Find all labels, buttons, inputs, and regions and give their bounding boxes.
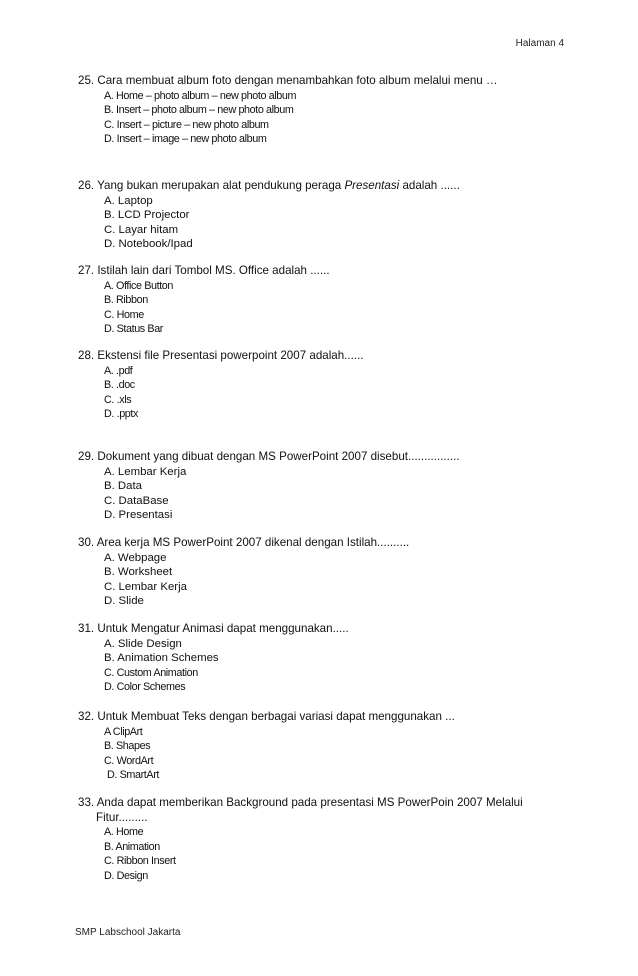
option-c: C. .xls (104, 393, 132, 406)
question-text: 29. Dokument yang dibuat dengan MS PowerPoint 2007 disebut................ (78, 450, 460, 463)
option-a: A. Laptop (104, 194, 153, 207)
option-a: A. Webpage (104, 551, 167, 564)
question-text-emphasis: Presentasi (344, 179, 400, 192)
option-c: C. Ribbon Insert (104, 855, 176, 868)
question-text: 27. Istilah lain dari Tombol MS. Office adalah ...... (78, 264, 330, 277)
option-b: B. Insert – photo album – new photo album (104, 104, 294, 117)
option-list (78, 725, 578, 783)
option-list (78, 279, 578, 337)
option-c: C. Layar hitam (104, 223, 179, 236)
option-a: A. Home (104, 826, 144, 839)
option-list (78, 89, 578, 147)
option-d: D. .pptx (104, 408, 139, 421)
question-text: 31. Untuk Mengatur Animasi dapat menggunakan..... (78, 622, 349, 635)
option-b: B. Animation Schemes (104, 652, 219, 665)
option-list (78, 364, 578, 422)
option-d: D. Presentasi (104, 509, 173, 522)
question-32 (78, 710, 578, 783)
page-number-header: Halaman 4 (515, 38, 564, 49)
option-list (78, 637, 578, 695)
option-d: D. Design (104, 869, 148, 882)
question-text: 33. Anda dapat memberikan Background pada presentasi MS PowerPoin 2007 Melalui (78, 796, 523, 809)
option-c: C. WordArt (104, 754, 154, 767)
option-d: D. Color Schemes (104, 681, 186, 694)
option-c: C. Lembar Kerja (104, 580, 187, 593)
question-25 (78, 74, 578, 147)
question-text-end: adalah ...... (399, 179, 460, 192)
option-c: C. Custom Animation (104, 666, 198, 679)
option-list (78, 825, 578, 883)
option-a: A. Office Button (104, 279, 174, 292)
option-list (78, 194, 578, 252)
question-text-start: 26. Yang bukan merupakan alat pendukung peraga (78, 179, 345, 192)
question-33 (78, 796, 578, 884)
option-a: A. .pdf (104, 364, 133, 377)
option-b: B. Worksheet (104, 566, 173, 579)
question-text-continuation: Fitur......... (96, 810, 148, 824)
option-b: B. Animation (104, 840, 160, 853)
option-c: C. DataBase (104, 494, 169, 507)
question-text (78, 179, 578, 194)
option-c: C. Home (104, 308, 144, 321)
option-d: D. Notebook/Ipad (104, 238, 193, 251)
question-28 (78, 349, 578, 422)
option-list (78, 551, 578, 609)
option-c: C. Insert – picture – new photo album (104, 118, 269, 131)
question-29 (78, 450, 578, 523)
question-30 (78, 536, 578, 609)
question-26 (78, 179, 578, 252)
option-a: A. Slide Design (104, 637, 182, 650)
question-text: 32. Untuk Membuat Teks dengan berbagai variasi dapat menggunakan ... (78, 710, 455, 723)
option-b: B. Ribbon (104, 294, 148, 307)
question-text: 25. Cara membuat album foto dengan menambahkan foto album melalui menu … (78, 74, 498, 87)
question-31 (78, 622, 578, 695)
school-footer: SMP Labschool Jakarta (75, 927, 181, 938)
option-list (78, 465, 578, 523)
option-d: D. Slide (104, 595, 144, 608)
option-b: B. Shapes (104, 740, 151, 753)
option-a: A. Lembar Kerja (104, 465, 187, 478)
option-b: B. LCD Projector (104, 209, 190, 222)
question-27 (78, 264, 578, 337)
option-b: B. Data (104, 480, 142, 493)
question-text: 28. Ekstensi file Presentasi powerpoint 2007 adalah...... (78, 349, 364, 362)
option-a: A. Home – photo album – new photo album (104, 89, 297, 102)
option-d: D. Status Bar (104, 323, 164, 336)
option-d: D. Insert – image – new photo album (104, 133, 267, 146)
option-b: B. .doc (104, 379, 135, 392)
option-d: D. SmartArt (107, 769, 159, 782)
question-text: 30. Area kerja MS PowerPoint 2007 dikenal dengan Istilah.......... (78, 536, 410, 549)
option-a: A ClipArt (104, 725, 143, 738)
